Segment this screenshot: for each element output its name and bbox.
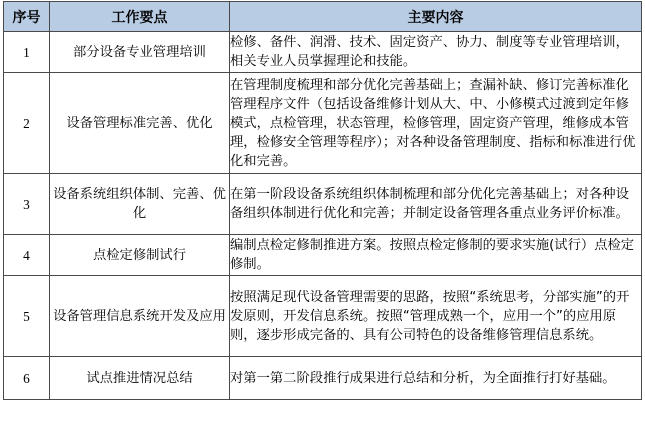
row-work-point: 设备管理信息系统开发及应用 [50, 276, 230, 357]
row-work-point: 设备系统组织体制、完善、优化 [50, 174, 230, 235]
table-row [4, 276, 642, 357]
table-row [4, 32, 642, 73]
row-main-content: 检修、备件、润滑、技术、固定资产、协力、制度等专业管理培训，相关专业人员掌握理论和技能。 [230, 32, 642, 73]
row-work-point: 点检定修制试行 [50, 235, 230, 276]
row-num: 4 [4, 235, 50, 276]
header-num: 序号 [4, 2, 50, 32]
header-main-content: 主要内容 [230, 2, 642, 32]
table-row [4, 73, 642, 174]
work-plan-table-wrapper [3, 1, 641, 400]
row-work-point: 试点推进情况总结 [50, 357, 230, 400]
header-work-point: 工作要点 [50, 2, 230, 32]
table-row [4, 174, 642, 235]
row-work-point: 设备管理标准完善、优化 [50, 73, 230, 174]
row-work-point: 部分设备专业管理培训 [50, 32, 230, 73]
row-main-content: 在管理制度梳理和部分优化完善基础上；查漏补缺、修订完善标准化管理程序文件（包括设备维修计划从大、中、小修模式过渡到定年修模式，点检管理，状态管理，检修管理，固定资产管理，维修成本管理，检修安全管理等程序）；对各种设备管理制度、指标和标准进行优化和完善。 [230, 73, 642, 174]
table-header-row [4, 2, 642, 32]
table-row [4, 235, 642, 276]
work-plan-table [3, 1, 642, 400]
row-main-content: 按照满足现代设备管理需要的思路，按照“系统思考，分部实施”的开发原则，开发信息系统。按照“管理成熟一个，应用一个”的应用原则，逐步形成完备的、具有公司特色的设备维修管理信息系统。 [230, 276, 642, 357]
row-main-content: 对第一第二阶段推行成果进行总结和分析，为全面推行打好基础。 [230, 357, 642, 400]
row-num: 2 [4, 73, 50, 174]
table-row [4, 357, 642, 400]
row-num: 5 [4, 276, 50, 357]
row-num: 6 [4, 357, 50, 400]
row-num: 3 [4, 174, 50, 235]
row-main-content: 编制点检定修制推进方案。按照点检定修制的要求实施(试行）点检定修制。 [230, 235, 642, 276]
row-num: 1 [4, 32, 50, 73]
row-main-content: 在第一阶段设备系统组织体制梳理和部分优化完善基础上；对各种设备组织体制进行优化和完善；并制定设备管理各重点业务评价标准。 [230, 174, 642, 235]
